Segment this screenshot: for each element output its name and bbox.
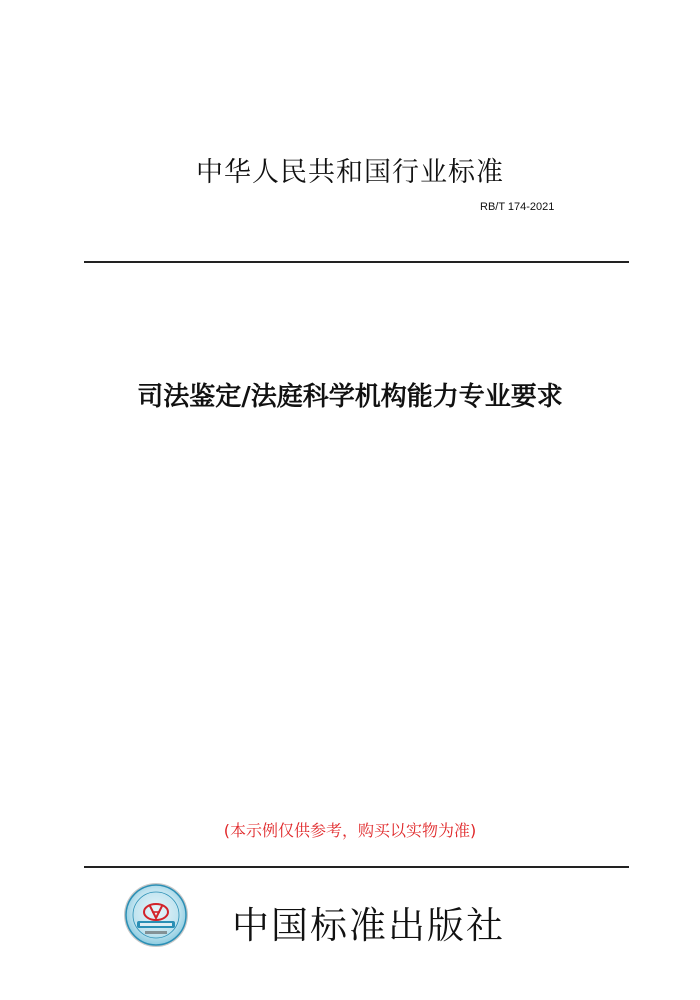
publisher-seal-logo [123,882,189,948]
standard-category-heading: 中华人民共和国行业标准 [196,157,504,188]
publisher-name: 中国标准出版社 [232,904,505,947]
standard-code: RB/T 174-2021 [480,201,555,213]
seal-icon [123,882,189,948]
document-title: 司法鉴定/法庭科学机构能力专业要求 [137,382,563,412]
sample-notice: (本示例仅供参考，购买以实物为准) [223,821,477,840]
bottom-divider [84,866,629,868]
top-divider [84,261,629,263]
